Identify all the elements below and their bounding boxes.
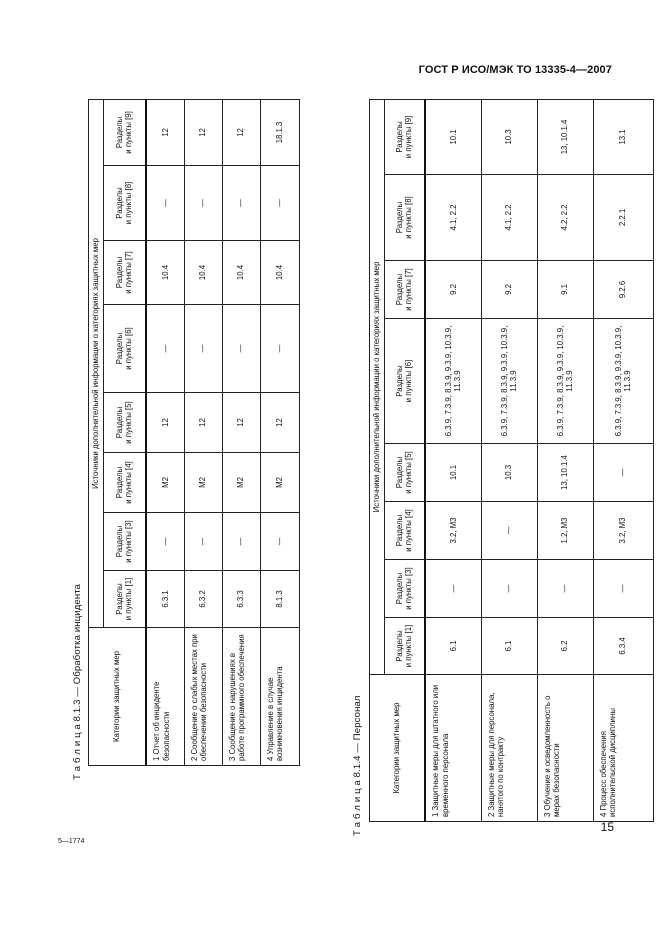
table-cell: — xyxy=(481,502,537,560)
table-row xyxy=(184,99,222,765)
table-cell: 3.2, M3 xyxy=(593,502,653,560)
table-cell: 10.4 xyxy=(222,241,260,305)
table-cell: 10.3 xyxy=(481,99,537,174)
table-cell: 12 xyxy=(260,393,299,453)
table2-col-header: Разделы и пункты [6] xyxy=(384,319,425,444)
table-cell: M2 xyxy=(146,453,184,513)
table-cell: 9.2 xyxy=(425,261,481,319)
table-row xyxy=(260,99,299,765)
table2-row1-category: 1 Защитные меры для штатного или временного персонала xyxy=(425,675,481,822)
table-cell: — xyxy=(222,513,260,571)
table-cell: 18.1.3 xyxy=(260,99,299,165)
table-cell: — xyxy=(425,560,481,618)
table1-caption: Т а б л и ц а 8.1.3 — Обработка инцидента xyxy=(72,583,83,780)
table-cell: — xyxy=(184,513,222,571)
table2-col-header: Разделы и пункты [8] xyxy=(384,175,425,261)
table2-col-header: Разделы и пункты [1] xyxy=(384,618,425,675)
table1-col-header: Разделы и пункты [5] xyxy=(103,393,146,453)
sheet-code: 5—1774 xyxy=(58,838,85,845)
table-row xyxy=(537,99,593,821)
table1-row4-category: 4 Управление в случае возникновения инцидента xyxy=(260,628,299,766)
document-header: ГОСТ Р ИСО/МЭК ТО 13335-4—2007 xyxy=(418,64,612,76)
table2-caption: Т а б л и ц а 8.1.4 — Персонал xyxy=(352,695,363,836)
table-cell: 12 xyxy=(222,99,260,165)
table-cell: — xyxy=(222,166,260,241)
table-cell: 6.3.9, 7.3.9, 8.3.9, 9.3.9, 10.3.9, 11.3.9 xyxy=(537,319,593,444)
table-cell: — xyxy=(146,166,184,241)
table-cell: 13, 10.1.4 xyxy=(537,444,593,502)
table-cell: — xyxy=(593,444,653,502)
table-cell: 6.1 xyxy=(481,618,537,675)
table1-rotated-wrapper xyxy=(88,99,300,766)
table1-row2-category: 2 Сообщение о слабых местах при обеспечении безопасности xyxy=(184,628,222,766)
table-cell: 10.1 xyxy=(425,99,481,174)
table-cell: 9.1 xyxy=(537,261,593,319)
table-cell: — xyxy=(481,560,537,618)
table-cell: — xyxy=(184,305,222,393)
table-cell: 6.3.4 xyxy=(593,618,653,675)
table-cell: 3.2, M3 xyxy=(425,502,481,560)
table-cell: 6.3.2 xyxy=(184,571,222,628)
table-cell: M2 xyxy=(222,453,260,513)
table-cell: — xyxy=(260,166,299,241)
table1-category-header: Категории защитных мер xyxy=(89,628,147,766)
table2-col-header: Разделы и пункты [3] xyxy=(384,560,425,618)
table-cell: 10.4 xyxy=(260,241,299,305)
table-cell: — xyxy=(222,305,260,393)
table-cell: — xyxy=(260,513,299,571)
table2-col-header: Разделы и пункты [5] xyxy=(384,444,425,502)
table-cell: 6.2 xyxy=(537,618,593,675)
table-cell: 6.3.9, 7.3.9, 8.3.9, 9.3.9, 10.3.9, 11.3.9 xyxy=(425,319,481,444)
table-cell: 6.3.9, 7.3.9, 8.3.9, 9.3.9, 10.3.9, 11.3.9 xyxy=(593,319,653,444)
table-cell: 9.2.6 xyxy=(593,261,653,319)
table-cell: 10.1 xyxy=(425,444,481,502)
table-cell: 10.4 xyxy=(146,241,184,305)
table2-row4-category: 4 Процесс обеспечения исполнительской дисциплины xyxy=(593,675,653,822)
table1-col-header: Разделы и пункты [3] xyxy=(103,513,146,571)
table-row xyxy=(481,99,537,821)
table1-col-header: Разделы и пункты [9] xyxy=(103,99,146,165)
table1-col-header: Разделы и пункты [6] xyxy=(103,305,146,393)
table-cell: 12 xyxy=(184,99,222,165)
table-cell: 6.3.1 xyxy=(146,571,184,628)
table-cell: 4.1, 2.2 xyxy=(481,175,537,261)
table-cell: M2 xyxy=(260,453,299,513)
table1 xyxy=(88,99,300,766)
table-row xyxy=(593,99,653,821)
page-number: 15 xyxy=(600,820,614,834)
table-cell: 13, 10.1.4 xyxy=(537,99,593,174)
table-cell: 13.1 xyxy=(593,99,653,174)
table-cell: 8.1.3 xyxy=(260,571,299,628)
table2-category-header: Категории защитных мер xyxy=(370,675,426,822)
table1-col-header: Разделы и пункты [8] xyxy=(103,166,146,241)
table1-row3-category: 3 Сообщение о нарушениях в работе программного обеспечения xyxy=(222,628,260,766)
table-cell: — xyxy=(146,513,184,571)
table-cell: 12 xyxy=(222,393,260,453)
table1-col-header: Разделы и пункты [7] xyxy=(103,241,146,305)
table2-col-header: Разделы и пункты [9] xyxy=(384,99,425,174)
table-cell: 12 xyxy=(146,99,184,165)
table-row xyxy=(146,99,184,765)
table2-row3-category: 3 Обучение и осведомленность о мерах безопасности xyxy=(537,675,593,822)
table-cell: 4.2, 2.2 xyxy=(537,175,593,261)
table-cell: 6.3.9, 7.3.9, 8.3.9, 9.3.9, 10.3.9, 11.3.9 xyxy=(481,319,537,444)
table2-rotated-wrapper xyxy=(369,99,654,822)
table2-col-header: Разделы и пункты [7] xyxy=(384,261,425,319)
table1-col-header: Разделы и пункты [4] xyxy=(103,453,146,513)
table-cell: — xyxy=(260,305,299,393)
table-cell: 2.2.1 xyxy=(593,175,653,261)
table2-row2-category: 2 Защитные меры для персонала, нанятого по контракту xyxy=(481,675,537,822)
table-cell: — xyxy=(537,560,593,618)
table-cell: — xyxy=(146,305,184,393)
table-cell: 10.4 xyxy=(184,241,222,305)
table-cell: — xyxy=(184,166,222,241)
table2-col-header: Разделы и пункты [4] xyxy=(384,502,425,560)
table-cell: 4.1, 2.2 xyxy=(425,175,481,261)
table-row xyxy=(222,99,260,765)
table1-col-header: Разделы и пункты [1] xyxy=(103,571,146,628)
table-cell: 12 xyxy=(184,393,222,453)
table-cell: 6.1 xyxy=(425,618,481,675)
table-cell: 1.2, M3 xyxy=(537,502,593,560)
table-cell: — xyxy=(593,560,653,618)
table1-row1-category: 1 Отчет об инциденте безопасности xyxy=(146,628,184,766)
table-row xyxy=(425,99,481,821)
table2 xyxy=(369,99,654,822)
table-cell: 12 xyxy=(146,393,184,453)
table2-group-header: Источники дополнительной информации о категориях защитных мер xyxy=(370,99,385,674)
table1-group-header: Источники дополнительной информации о категориях защитных мер xyxy=(89,99,104,627)
table-cell: 10.3 xyxy=(481,444,537,502)
table-cell: 6.3.3 xyxy=(222,571,260,628)
table-cell: 9.2 xyxy=(481,261,537,319)
table-cell: M2 xyxy=(184,453,222,513)
